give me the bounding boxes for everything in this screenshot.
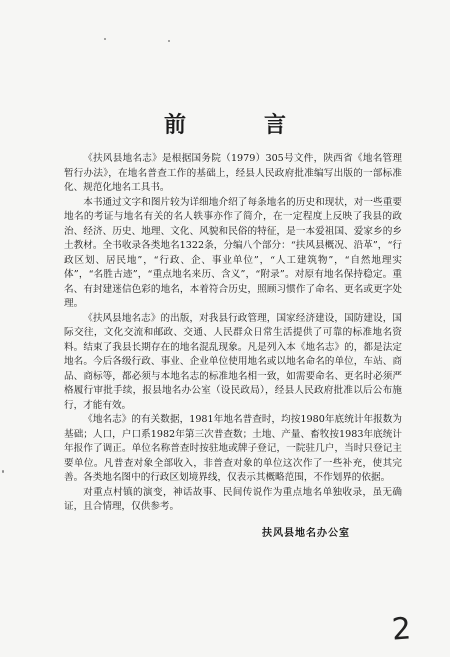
paragraph-4: 《地名志》的有关数据，1981年地名普查时，均按1980年底统计年报数为基础；人口，户口系1982年第三次普查数；土地、产量、畜牧按1983年底统计年报作了调正。单位名称普查时按驻地或牌子登记，一院驻几户，当时只登记主要单位。凡普查对象全部收入，非普查对象的单位这次作了一些补充，使其完善。各类地名图中的行政区划境界线，仅表示其概略范围，不作划界的依据。 bbox=[64, 414, 402, 483]
scan-speck bbox=[2, 470, 4, 473]
paragraph-5: 对重点村镇的演变，神话故事、民间传说作为重点地名单独收录，虽无确证，且合情理，仅供参考。 bbox=[64, 486, 402, 512]
scan-speck bbox=[168, 40, 170, 42]
paragraph-2: 本书通过文字和图片较为详细地介绍了每条地名的历史和现状，对一些重要地名的考证与地名有关的名人轶事亦作了简介，在一定程度上反映了我县的政治、经济、历史、地理、文化、风貌和民俗的特征，是一本爱祖国、爱家乡的乡土教材。全书收录各类地名1322条，分编八个部分：“扶风县概况、沿革”，“行政区划、居民地”，“行政、企、事业单位”，“人工建筑物”，“自然地理实体”，“名胜古迹”，“重点地名来历、含义”，“附录”。对原有地名保持稳定。重名、有封建迷信色彩的地名，本着符合历史，照顾习惯作了命名、更名或更字处理。 bbox=[64, 196, 402, 309]
paragraph-1: 《扶风县地名志》是根据国务院（1979）305号文件，陕西省《地名管理暂行办法》，在地名普查工作的基础上，经县人民政府批准编写出版的一部标准化、规范化地名工具书。 bbox=[64, 153, 402, 193]
scan-speck bbox=[104, 38, 106, 40]
paragraph-3: 《扶风县地名志》的出版，对我县行政管理，国家经济建设，国防建设，国际交往，文化交流和邮政、交通、人民群众日常生活提供了可靠的标准地名资料。结束了我县长期存在的地名混乱现象。凡是列入本《地名志》的，都是法定地名。今后各级行政、事业、企业单位使用地名或以地名命名的单位，车站、商品、商标等，都必须与本地名志的标准地名相一致，如需要命名、更名时必须严格履行审批手续，报县地名办公室（设民政局），经县人民政府批准以后公布施行，才能有效。 bbox=[64, 312, 402, 411]
page-number: 2 bbox=[390, 611, 413, 648]
body-text bbox=[64, 152, 402, 515]
signature: 扶风县地名办公室 bbox=[262, 528, 350, 539]
page-title: 前 言 bbox=[163, 112, 314, 138]
